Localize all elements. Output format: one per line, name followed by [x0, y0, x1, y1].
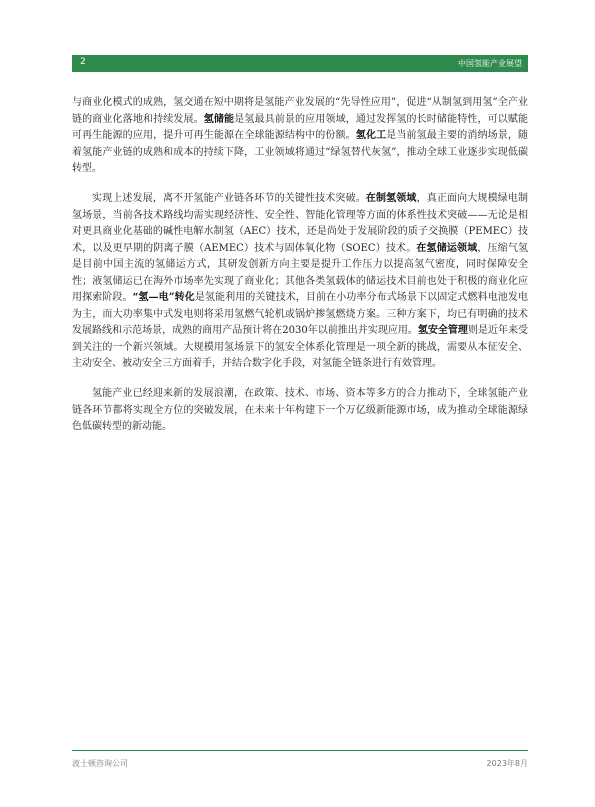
bold-term: 氢安全管理 — [417, 325, 468, 336]
bold-term: “氢—电”转化 — [132, 292, 195, 303]
footer-date: 2023年8月 — [486, 759, 528, 768]
text-run: 实现上述发展，离不开氢能产业链各环节的关键性技术突破。 — [92, 193, 366, 204]
footer-company: 波士顿咨询公司 — [72, 759, 128, 768]
paragraph — [72, 386, 528, 436]
paragraph — [72, 95, 528, 178]
footer-divider — [72, 750, 528, 751]
paragraph — [72, 191, 528, 373]
text-run: 与商业化模式的成熟，氢交通在短中期将是氢能产业发展的“先导性应用”，促进“从制氢到用氢”全产业链的商业化落地和持续发展。 — [72, 97, 528, 125]
bold-term: 氢储能 — [203, 113, 235, 125]
text-run: 是氢能利用的关键技术，目前在小功率分布式场景下以固定式燃料电池发电为主，而大功率集中式发电则将采用氢燃气轮机或锅炉掺氢燃烧方案。三种方案下，均已有明确的技术发展路线和示范场景，成熟的商用产品预计将在2030年以前推出并实现应用。 — [72, 292, 529, 336]
bold-term: 在制氢领域 — [365, 193, 417, 204]
text-run: 则是近年来受到关注的一个新兴领域。大规模用氢场景下的氢安全体系化管理是一项全新的挑战，需要从本征安全、主动安全、被动安全三方面着手，并结合数字化手段，对氢能全链条进行有效管理。 — [72, 325, 529, 369]
text-run: 是氢最具前景的应用领域，通过发挥氢的长时储能特性，可以赋能可再生能源的应用，提升可再生能源在全球能源结构中的份额。 — [72, 113, 529, 141]
document-body — [72, 95, 528, 449]
report-title: 中国氢能产业展望 — [458, 59, 522, 68]
text-run: ，压缩气氢是目前中国主流的氢储运方式，其研发创新方向主要是提升工作压力以提高氢气密度，同时保障安全性；液氢储运已在海外市场率先实现了商业化；其他各类氢载体的储运技术目前也处于积极的商业化应用探索阶段。 — [72, 242, 529, 303]
bold-term: 氢化工 — [355, 130, 387, 141]
bold-term: 在氢储运领域 — [416, 242, 478, 254]
text-run: ，真正面向大规模绿电制氢场景，当前各技术路线均需实现经济性、安全性、智能化管理等方面的体系性技术突破——无论是相对更具商业化基础的碱性电解水制氢（AEC）技术，还是尚处于发展阶段的质子交换膜（PEMEC）技术，以及更早期的阴离子膜（AEMEC）技术与固体氧化物（SOEC）技术。 — [72, 193, 529, 254]
header-bar — [72, 55, 528, 72]
text-run: 是当前氢最主要的消纳场景，随着氢能产业链的成熟和成本的持续下降，工业领域将通过“绿氢替代灰氢”，推动全球工业逐步实现低碳转型。 — [72, 130, 529, 174]
page-number: 2 — [80, 57, 86, 67]
text-run: 氢能产业已经迎来新的发展浪潮，在政策、技术、市场、资本等多方的合力推动下，全球氢能产业链各环节都将实现全方位的突破发展，在未来十年构建下一个万亿级新能源市场，成为推动全球能源绿色低碳转型的新动能。 — [72, 388, 528, 432]
